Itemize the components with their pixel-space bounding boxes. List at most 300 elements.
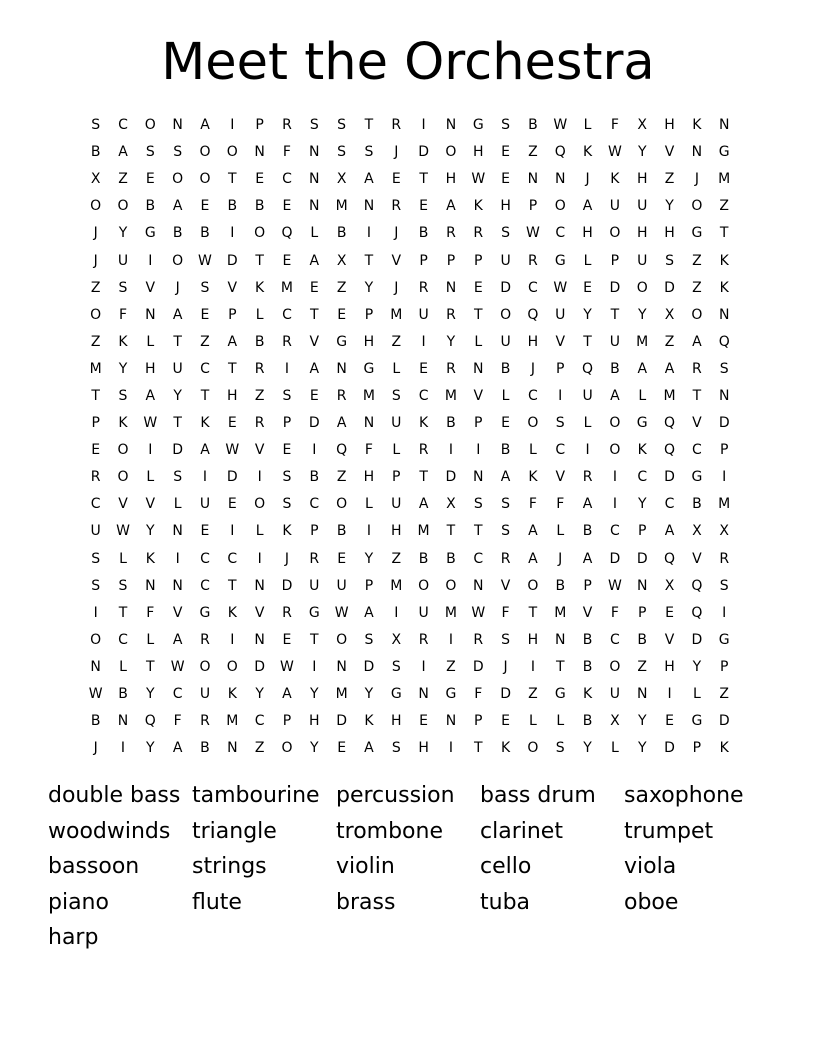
grid-letter: H bbox=[582, 225, 593, 242]
grid-letter: U bbox=[199, 496, 211, 513]
grid-letter: S bbox=[200, 279, 210, 296]
grid-letter: D bbox=[500, 686, 511, 703]
grid-letter: T bbox=[555, 658, 565, 675]
grid-letter: D bbox=[336, 713, 347, 730]
grid-letter: C bbox=[282, 306, 292, 323]
grid-letter: D bbox=[254, 658, 266, 675]
grid-letter: D bbox=[636, 550, 648, 567]
grid-letter: G bbox=[636, 415, 648, 432]
grid-letter: G bbox=[691, 469, 703, 486]
grid-letter: V bbox=[309, 333, 320, 350]
grid-letter: X bbox=[664, 577, 675, 594]
grid-letter: D bbox=[691, 631, 703, 648]
grid-letter: P bbox=[719, 442, 729, 459]
grid-letter: T bbox=[473, 740, 483, 757]
grid-row bbox=[82, 302, 738, 329]
grid-letter: R bbox=[309, 550, 320, 567]
grid-letter: Z bbox=[391, 333, 402, 350]
grid-letter: I bbox=[421, 658, 426, 675]
grid-letter: M bbox=[89, 360, 102, 377]
grid-letter: I bbox=[257, 550, 262, 567]
grid-letter: G bbox=[390, 686, 402, 703]
grid-letter: J bbox=[284, 550, 290, 567]
grid-letter: L bbox=[474, 333, 483, 350]
grid-letter: W bbox=[280, 658, 294, 675]
grid-letter: E bbox=[391, 171, 401, 188]
grid-letter: S bbox=[364, 144, 374, 161]
grid-letter: V bbox=[664, 631, 675, 648]
grid-letter: R bbox=[282, 604, 292, 621]
grid-letter: R bbox=[719, 550, 730, 567]
grid-letter: G bbox=[445, 686, 457, 703]
grid-letter: N bbox=[445, 713, 457, 730]
grid-letter: T bbox=[200, 387, 210, 404]
grid-letter: W bbox=[143, 415, 158, 432]
grid-letter: W bbox=[525, 225, 540, 242]
grid-letter: Z bbox=[90, 279, 101, 296]
grid-letter: O bbox=[226, 658, 238, 675]
word-list-item: violin bbox=[336, 854, 395, 879]
grid-letter: W bbox=[170, 658, 185, 675]
grid-letter: D bbox=[500, 279, 511, 296]
grid-row bbox=[82, 600, 738, 627]
grid-letter: M bbox=[390, 577, 403, 594]
grid-letter: N bbox=[636, 686, 648, 703]
grid-letter: R bbox=[391, 198, 402, 215]
word-list-item: flute bbox=[192, 889, 242, 915]
grid-letter: K bbox=[610, 171, 620, 188]
grid-letter: E bbox=[501, 415, 511, 432]
grid-letter: Y bbox=[446, 333, 456, 350]
grid-letter: P bbox=[392, 469, 401, 486]
grid-row bbox=[82, 464, 738, 491]
grid-row bbox=[82, 735, 738, 762]
grid-letter: P bbox=[556, 360, 565, 377]
grid-letter: V bbox=[692, 550, 702, 567]
grid-letter: V bbox=[254, 604, 265, 621]
grid-letter: T bbox=[419, 469, 428, 486]
grid-letter: D bbox=[281, 577, 293, 594]
grid-letter: W bbox=[471, 171, 486, 188]
grid-letter: I bbox=[421, 333, 426, 350]
grid-letter: U bbox=[609, 198, 621, 215]
grid-letter: Q bbox=[336, 442, 348, 459]
grid-letter: T bbox=[173, 333, 182, 350]
grid-letter: F bbox=[610, 604, 619, 621]
grid-letter: S bbox=[282, 496, 292, 513]
grid-letter: N bbox=[363, 415, 375, 432]
grid-letter: O bbox=[609, 442, 621, 459]
grid-letter: H bbox=[472, 144, 484, 161]
grid-letter: Q bbox=[718, 333, 730, 350]
grid-letter: Y bbox=[637, 306, 647, 323]
grid-letter: Q bbox=[144, 713, 156, 730]
grid-row bbox=[82, 491, 738, 518]
grid-letter: U bbox=[336, 577, 347, 594]
grid-letter: N bbox=[445, 279, 457, 296]
grid-letter: M bbox=[417, 523, 430, 540]
grid-letter: D bbox=[664, 740, 675, 757]
grid-letter: J bbox=[394, 225, 399, 242]
grid-letter: I bbox=[148, 442, 153, 459]
grid-letter: A bbox=[528, 523, 538, 540]
grid-row bbox=[82, 220, 738, 247]
grid-letter: M bbox=[335, 686, 348, 703]
grid-letter: Z bbox=[254, 387, 265, 404]
grid-letter: S bbox=[665, 252, 674, 269]
grid-letter: N bbox=[691, 144, 703, 161]
grid-letter: A bbox=[145, 387, 156, 404]
grid-letter: B bbox=[90, 713, 101, 730]
grid-letter: G bbox=[472, 117, 484, 134]
grid-letter: S bbox=[501, 631, 511, 648]
grid-letter: Q bbox=[691, 604, 703, 621]
grid-letter: N bbox=[473, 577, 484, 594]
grid-letter: I bbox=[421, 117, 426, 134]
grid-letter: B bbox=[254, 198, 265, 215]
grid-letter: B bbox=[200, 740, 210, 757]
grid-letter: H bbox=[664, 117, 675, 134]
grid-letter: N bbox=[172, 523, 183, 540]
grid-letter: J bbox=[175, 279, 180, 296]
grid-letter: B bbox=[500, 360, 511, 377]
grid-letter: J bbox=[694, 171, 699, 188]
grid-letter: E bbox=[501, 171, 511, 188]
grid-letter: O bbox=[636, 279, 648, 296]
grid-letter: A bbox=[282, 686, 292, 703]
grid-letter: K bbox=[637, 442, 647, 459]
grid-letter: K bbox=[200, 415, 210, 432]
grid-letter: P bbox=[638, 523, 647, 540]
grid-letter: O bbox=[445, 144, 457, 161]
grid-row bbox=[82, 356, 738, 383]
grid-letter: B bbox=[118, 686, 128, 703]
word-list-item: oboe bbox=[624, 889, 679, 915]
grid-letter: Q bbox=[691, 577, 703, 594]
grid-letter: A bbox=[172, 740, 183, 757]
grid-letter: B bbox=[227, 198, 238, 215]
grid-row bbox=[82, 627, 738, 654]
grid-letter: D bbox=[172, 442, 184, 459]
grid-letter: Z bbox=[391, 550, 402, 567]
grid-letter: H bbox=[636, 225, 648, 242]
grid-letter: F bbox=[556, 496, 565, 513]
grid-letter: D bbox=[718, 415, 730, 432]
grid-letter: Z bbox=[254, 740, 265, 757]
grid-letter: B bbox=[446, 550, 456, 567]
grid-letter: N bbox=[254, 631, 265, 648]
grid-letter: L bbox=[255, 306, 264, 323]
grid-letter: Y bbox=[637, 740, 647, 757]
grid-letter: N bbox=[309, 198, 320, 215]
grid-letter: L bbox=[392, 360, 401, 377]
grid-letter: N bbox=[227, 740, 238, 757]
grid-letter: U bbox=[418, 306, 429, 323]
grid-letter: E bbox=[282, 198, 292, 215]
grid-letter: B bbox=[582, 713, 593, 730]
grid-letter: C bbox=[528, 279, 538, 296]
grid-letter: N bbox=[363, 198, 375, 215]
grid-letter: Y bbox=[173, 387, 182, 404]
grid-letter: A bbox=[200, 117, 210, 134]
grid-letter: R bbox=[254, 360, 265, 377]
grid-letter: F bbox=[364, 442, 373, 459]
grid-letter: E bbox=[255, 171, 265, 188]
grid-letter: B bbox=[172, 225, 183, 242]
grid-letter: E bbox=[200, 523, 210, 540]
grid-letter: Y bbox=[310, 740, 319, 757]
grid-letter: O bbox=[691, 306, 703, 323]
grid-letter: T bbox=[446, 523, 456, 540]
grid-letter: K bbox=[719, 252, 729, 269]
grid-letter: Q bbox=[281, 225, 293, 242]
grid-letter: Y bbox=[665, 198, 674, 215]
grid-letter: U bbox=[418, 604, 429, 621]
grid-letter: L bbox=[119, 550, 127, 567]
word-list-item: woodwinds bbox=[48, 818, 171, 844]
grid-letter: G bbox=[308, 604, 320, 621]
grid-letter: P bbox=[282, 415, 292, 432]
grid-letter: I bbox=[230, 117, 235, 134]
grid-letter: E bbox=[145, 171, 155, 188]
grid-letter: Z bbox=[637, 658, 648, 675]
grid-letter: I bbox=[476, 442, 481, 459]
grid-letter: I bbox=[230, 631, 235, 648]
grid-letter: C bbox=[282, 171, 292, 188]
grid-letter: U bbox=[117, 252, 129, 269]
grid-letter: O bbox=[445, 577, 457, 594]
grid-letter: O bbox=[527, 740, 539, 757]
grid-letter: E bbox=[227, 415, 237, 432]
grid-letter: Z bbox=[664, 171, 675, 188]
grid-letter: I bbox=[202, 469, 208, 486]
grid-letter: N bbox=[445, 117, 457, 134]
grid-letter: T bbox=[146, 658, 155, 675]
grid-letter: V bbox=[473, 387, 484, 404]
grid-letter: C bbox=[309, 496, 320, 513]
grid-letter: J bbox=[530, 360, 535, 377]
grid-letter: W bbox=[607, 144, 622, 161]
word-list-item: saxophone bbox=[624, 783, 744, 808]
grid-letter: V bbox=[500, 577, 511, 594]
word-search-grid bbox=[82, 112, 738, 762]
grid-letter: T bbox=[228, 577, 237, 594]
grid-letter: O bbox=[254, 496, 266, 513]
grid-letter: H bbox=[363, 333, 375, 350]
grid-letter: P bbox=[474, 415, 483, 432]
grid-letter: S bbox=[719, 360, 729, 377]
grid-letter: P bbox=[228, 306, 237, 323]
grid-letter: L bbox=[638, 387, 647, 404]
grid-letter: O bbox=[554, 198, 566, 215]
grid-letter: F bbox=[146, 604, 155, 621]
grid-letter: S bbox=[501, 523, 511, 540]
grid-letter: B bbox=[254, 333, 265, 350]
grid-letter: X bbox=[446, 496, 456, 513]
grid-letter: U bbox=[637, 198, 648, 215]
grid-letter: N bbox=[555, 631, 566, 648]
grid-letter: A bbox=[309, 360, 320, 377]
grid-letter: J bbox=[585, 171, 590, 188]
word-list-item: piano bbox=[48, 889, 109, 915]
word-list-item: double bass bbox=[48, 783, 181, 808]
grid-letter: R bbox=[336, 387, 347, 404]
grid-letter: T bbox=[310, 306, 319, 323]
grid-letter: S bbox=[309, 117, 319, 134]
grid-letter: E bbox=[91, 442, 101, 459]
grid-letter: Z bbox=[446, 658, 456, 675]
grid-row bbox=[82, 437, 738, 464]
grid-letter: V bbox=[227, 279, 238, 296]
grid-letter: N bbox=[718, 117, 730, 134]
grid-letter: P bbox=[91, 415, 100, 432]
grid-letter: S bbox=[391, 658, 401, 675]
grid-letter: R bbox=[473, 225, 484, 242]
grid-letter: S bbox=[501, 117, 511, 134]
grid-letter: Q bbox=[664, 442, 676, 459]
grid-letter: M bbox=[335, 198, 348, 215]
grid-letter: S bbox=[118, 279, 128, 296]
grid-letter: A bbox=[172, 306, 183, 323]
grid-letter: C bbox=[254, 713, 265, 730]
grid-letter: I bbox=[448, 740, 453, 757]
grid-letter: E bbox=[501, 713, 511, 730]
grid-letter: U bbox=[309, 577, 320, 594]
grid-letter: O bbox=[117, 469, 129, 486]
grid-letter: G bbox=[554, 686, 566, 703]
grid-letter: P bbox=[255, 117, 264, 134]
grid-letter: T bbox=[719, 225, 729, 242]
grid-letter: H bbox=[664, 225, 675, 242]
grid-letter: U bbox=[391, 415, 402, 432]
grid-letter: V bbox=[145, 279, 156, 296]
grid-letter: N bbox=[145, 306, 156, 323]
word-list-item: bassoon bbox=[48, 854, 140, 879]
grid-letter: I bbox=[667, 686, 672, 703]
grid-letter: N bbox=[254, 577, 265, 594]
grid-letter: T bbox=[473, 523, 483, 540]
grid-letter: M bbox=[226, 713, 239, 730]
grid-letter: A bbox=[364, 740, 374, 757]
grid-letter: V bbox=[555, 333, 566, 350]
grid-letter: L bbox=[119, 658, 127, 675]
grid-letter: X bbox=[610, 713, 620, 730]
grid-letter: O bbox=[336, 496, 348, 513]
grid-letter: B bbox=[528, 117, 538, 134]
grid-letter: O bbox=[500, 306, 512, 323]
grid-letter: L bbox=[583, 117, 592, 134]
grid-letter: P bbox=[610, 252, 620, 269]
grid-letter: N bbox=[718, 387, 730, 404]
grid-letter: K bbox=[255, 279, 265, 296]
grid-letter: O bbox=[691, 198, 703, 215]
grid-letter: Z bbox=[336, 279, 347, 296]
grid-row bbox=[82, 518, 738, 545]
grid-letter: C bbox=[172, 686, 183, 703]
grid-letter: S bbox=[473, 496, 483, 513]
grid-letter: K bbox=[692, 117, 702, 134]
grid-letter: Z bbox=[90, 333, 101, 350]
grid-letter: S bbox=[91, 550, 101, 567]
grid-letter: L bbox=[583, 415, 592, 432]
grid-letter: L bbox=[146, 469, 155, 486]
grid-letter: A bbox=[309, 252, 320, 269]
grid-letter: H bbox=[527, 631, 539, 648]
grid-letter: V bbox=[555, 469, 566, 486]
grid-letter: T bbox=[228, 171, 237, 188]
grid-letter: F bbox=[118, 306, 128, 323]
grid-letter: D bbox=[445, 469, 457, 486]
grid-letter: E bbox=[282, 631, 292, 648]
grid-letter: L bbox=[610, 740, 619, 757]
grid-letter: N bbox=[527, 171, 539, 188]
grid-letter: U bbox=[609, 333, 621, 350]
grid-letter: T bbox=[419, 171, 428, 188]
grid-letter: O bbox=[281, 740, 293, 757]
grid-letter: L bbox=[173, 496, 182, 513]
grid-letter: J bbox=[394, 279, 399, 296]
grid-letter: C bbox=[473, 550, 484, 567]
grid-row bbox=[82, 139, 738, 166]
grid-letter: H bbox=[309, 713, 320, 730]
grid-letter: A bbox=[664, 360, 675, 377]
word-list-item: viola bbox=[624, 854, 677, 879]
grid-letter: G bbox=[336, 333, 348, 350]
grid-letter: A bbox=[446, 198, 456, 215]
grid-letter: R bbox=[391, 117, 402, 134]
grid-letter: D bbox=[226, 252, 238, 269]
grid-letter: E bbox=[337, 306, 347, 323]
grid-letter: N bbox=[117, 713, 129, 730]
grid-letter: S bbox=[282, 469, 292, 486]
grid-letter: H bbox=[145, 360, 156, 377]
grid-letter: B bbox=[582, 658, 593, 675]
grid-letter: H bbox=[363, 469, 375, 486]
grid-row bbox=[82, 329, 738, 356]
grid-letter: P bbox=[474, 713, 483, 730]
grid-letter: B bbox=[446, 415, 456, 432]
grid-letter: R bbox=[528, 252, 538, 269]
grid-letter: A bbox=[227, 333, 238, 350]
grid-letter: Y bbox=[146, 686, 155, 703]
grid-letter: Y bbox=[146, 740, 155, 757]
grid-letter: O bbox=[199, 658, 211, 675]
grid-letter: U bbox=[609, 686, 621, 703]
grid-letter: E bbox=[200, 198, 210, 215]
grid-letter: R bbox=[473, 631, 484, 648]
grid-letter: L bbox=[255, 523, 264, 540]
grid-letter: E bbox=[473, 279, 483, 296]
grid-letter: O bbox=[609, 658, 621, 675]
grid-letter: K bbox=[118, 415, 128, 432]
grid-letter: H bbox=[664, 658, 675, 675]
grid-letter: B bbox=[336, 523, 347, 540]
grid-letter: F bbox=[610, 117, 619, 134]
grid-letter: O bbox=[90, 631, 102, 648]
grid-letter: I bbox=[93, 604, 98, 621]
word-list bbox=[48, 778, 768, 956]
grid-letter: Y bbox=[637, 713, 647, 730]
grid-letter: I bbox=[175, 550, 180, 567]
grid-letter: A bbox=[582, 198, 593, 215]
grid-letter: S bbox=[555, 740, 565, 757]
page-title: Meet the Orchestra bbox=[161, 33, 655, 92]
grid-letter: P bbox=[474, 252, 483, 269]
grid-letter: D bbox=[308, 415, 320, 432]
grid-letter: E bbox=[337, 740, 347, 757]
grid-letter: Y bbox=[118, 225, 128, 242]
grid-letter: S bbox=[337, 144, 347, 161]
